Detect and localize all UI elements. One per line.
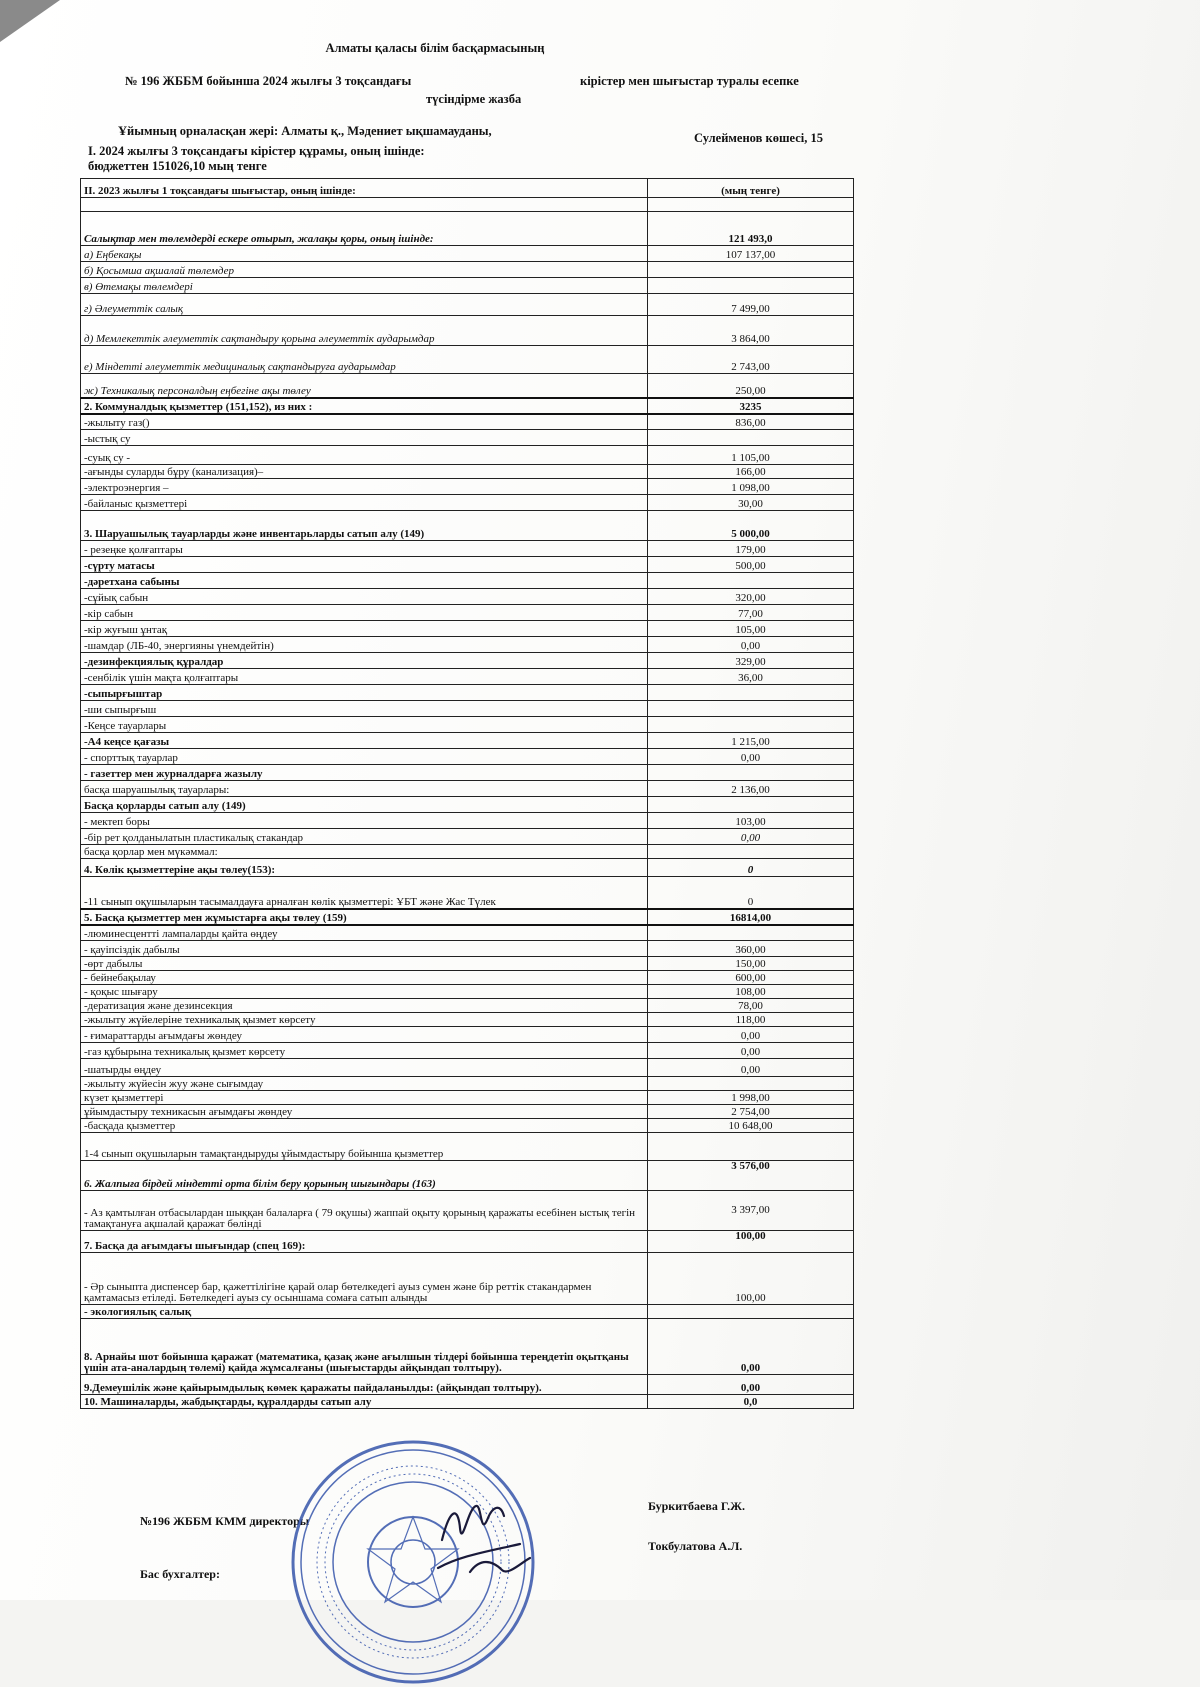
table-row — [81, 212, 854, 246]
handwritten-signature-icon — [430, 1478, 540, 1588]
table-row — [81, 1059, 854, 1077]
table-row — [81, 446, 854, 465]
row-label: -суық су - — [81, 446, 648, 465]
accountant-label: Бас бухгалтер: — [140, 1567, 220, 1581]
table-row — [81, 797, 854, 813]
organization-street: Сулейменов көшесі, 15 — [694, 131, 823, 145]
row-label: - экологиялық салық — [81, 1305, 648, 1319]
row-label: -дератизация және дезинсекция — [81, 999, 648, 1013]
row-value: 3 864,00 — [648, 316, 854, 346]
row-value: 5 000,00 — [648, 511, 854, 541]
table-row — [81, 941, 854, 957]
table-row — [81, 669, 854, 685]
row-label: -газ құбырына техникалық қызмет көрсету — [81, 1043, 648, 1059]
table-row — [81, 749, 854, 765]
table-row — [81, 479, 854, 495]
row-value: 329,00 — [648, 653, 854, 669]
folded-corner — [0, 0, 60, 42]
row-label: -дезинфекциялық құралдар — [81, 653, 648, 669]
table-row — [81, 1043, 854, 1059]
row-value: 1 105,00 — [648, 446, 854, 465]
row-label: -электроэнергия – — [81, 479, 648, 495]
row-label: ұйымдастыру техникасын ағымдағы жөндеу — [81, 1105, 648, 1119]
row-value: 100,00 — [648, 1231, 854, 1253]
row-value: 0,00 — [648, 829, 854, 845]
row-label: 4. Көлік қызметтеріне ақы төлеу(153): — [81, 859, 648, 877]
row-label: - Аз қамтылған отбасылардан шыққан балаларға ( 79 оқушы) жаппай оқыту қорының қаражаты есебінен ыстық тегін тамақтануға ақшалай қаражат бөлінді — [81, 1191, 648, 1231]
row-label: -жылыту жүйелеріне техникалық қызмет көрсету — [81, 1013, 648, 1027]
row-value: 836,00 — [648, 414, 854, 430]
table-header-unit: (мың тенге) — [648, 179, 854, 198]
table-header-label: II. 2023 жылғы 1 тоқсандағы шығыстар, оның ішінде: — [81, 179, 648, 198]
row-label: - ғимараттарды ағымдағы жөндеу — [81, 1027, 648, 1043]
row-value: 2 754,00 — [648, 1105, 854, 1119]
row-value — [648, 262, 854, 278]
row-label: - Әр сыныпта диспенсер бар, қажеттілігіне қарай олар бөтелкедегі ауыз сумен және бір реттік стакандармен қамтамасыз етіледі. Бөтелкедегі ауыз су осыншама сомаға сатып алынды — [81, 1253, 648, 1305]
row-value: 103,00 — [648, 813, 854, 829]
row-value: 30,00 — [648, 495, 854, 511]
table-row — [81, 1013, 854, 1027]
table-row — [81, 781, 854, 797]
table-cell-empty — [81, 198, 648, 212]
director-name: Буркитбаева Г.Ж. — [648, 1499, 745, 1513]
row-value — [648, 717, 854, 733]
row-label: 10. Машиналарды, жабдықтарды, құралдарды сатып алу — [81, 1395, 648, 1409]
row-label: 1-4 сынып оқушыларын тамақтандыруды ұйымдастыру бойынша қызметтер — [81, 1133, 648, 1161]
table-row — [81, 1253, 854, 1305]
accountant-name: Токбулатова А.Л. — [648, 1539, 743, 1553]
table-row — [81, 262, 854, 278]
table-row — [81, 813, 854, 829]
row-label: 8. Арнайы шот бойынша қаражат (математика, қазақ және ағылшын тілдері бойынша тереңдетіп оқытқаны үшін ата-аналардың төлемі) қайда жұмсалғаны (шығыстарды айқындап толтыру). — [81, 1319, 648, 1375]
row-label: -дәретхана сабыны — [81, 573, 648, 589]
row-label: -байланыс қызметтері — [81, 495, 648, 511]
table-row — [81, 1119, 854, 1133]
row-value — [648, 701, 854, 717]
row-value: 10 648,00 — [648, 1119, 854, 1133]
table-row — [81, 589, 854, 605]
table-row — [81, 1161, 854, 1191]
table-row — [81, 346, 854, 374]
expenses-table — [80, 178, 854, 1409]
table-row — [81, 511, 854, 541]
table-row — [81, 1077, 854, 1091]
row-value: 0 — [648, 877, 854, 909]
table-row — [81, 685, 854, 701]
row-label: -шамдар (ЛБ-40, энергияны үнемдейтін) — [81, 637, 648, 653]
row-label: - спорттық тауарлар — [81, 749, 648, 765]
row-label: басқа қорлар мен мүкәммал: — [81, 845, 648, 859]
table-row — [81, 717, 854, 733]
income-composition-line: I. 2024 жылғы 3 тоқсандағы кірістер құрамы, оның ішінде: — [88, 144, 425, 158]
header-line-2: № 196 ЖББМ бойынша 2024 жылғы 3 тоқсандағы — [125, 74, 412, 88]
row-value: 2 136,00 — [648, 781, 854, 797]
row-value: 0,0 — [648, 1395, 854, 1409]
row-label: -ағынды суларды бұру (канализация)– — [81, 465, 648, 479]
table-row — [81, 909, 854, 925]
row-label: ж) Техникалық персоналдың еңбегіне ақы төлеу — [81, 374, 648, 398]
table-row — [81, 765, 854, 781]
row-value: 500,00 — [648, 557, 854, 573]
row-label: 3. Шаруашылық тауарларды және инвентарьларды сатып алу (149) — [81, 511, 648, 541]
row-label: г) Әлеуметтік салық — [81, 294, 648, 316]
table-row — [81, 701, 854, 717]
row-value: 0 — [648, 859, 854, 877]
row-value: 150,00 — [648, 957, 854, 971]
header-line-4: түсіндірме жазба — [426, 92, 522, 106]
header-line-3: кірістер мен шығыстар туралы есепке — [580, 74, 799, 88]
row-label: -ши сыпырғыш — [81, 701, 648, 717]
table-row — [81, 1133, 854, 1161]
row-label: 9.Демеушілік және қайырымдылық көмек қаражаты пайдаланылды: (айқындап толтыру). — [81, 1375, 648, 1395]
row-label: -басқада қызметтер — [81, 1119, 648, 1133]
row-value: 108,00 — [648, 985, 854, 999]
table-row — [81, 605, 854, 621]
row-value: 7 499,00 — [648, 294, 854, 316]
table-cell-empty — [648, 198, 854, 212]
organization-location: Ұйымның орналасқан жері: Алматы қ., Мәдениет ықшамауданы, — [118, 124, 492, 138]
row-value — [648, 1133, 854, 1161]
row-value: 0,00 — [648, 1059, 854, 1077]
row-label: 2. Коммуналдық қызметтер (151,152), из них : — [81, 398, 648, 414]
table-row — [81, 1091, 854, 1105]
row-label: - резеңке қолғаптары — [81, 541, 648, 557]
table-row — [81, 1305, 854, 1319]
table-row — [81, 414, 854, 430]
row-value — [648, 925, 854, 941]
table-row — [81, 495, 854, 511]
row-label: д) Мемлекеттік әлеуметтік сақтандыру қорына әлеуметтік аударымдар — [81, 316, 648, 346]
row-value — [648, 278, 854, 294]
row-label: Басқа қорларды сатып алу (149) — [81, 797, 648, 813]
row-label: 5. Басқа қызметтер мен жұмыстарға ақы төлеу (159) — [81, 909, 648, 925]
row-label: -өрт дабылы — [81, 957, 648, 971]
row-label: -сенбілік үшін мақта қолғаптары — [81, 669, 648, 685]
row-label: -жылыту газ() — [81, 414, 648, 430]
row-label: е) Міндетті әлеуметтік медициналық сақтандыруға аударымдар — [81, 346, 648, 374]
row-label: - қауіпсіздік дабылы — [81, 941, 648, 957]
row-value: 107 137,00 — [648, 246, 854, 262]
row-label: б) Қосымша ақшалай төлемдер — [81, 262, 648, 278]
table-row — [81, 859, 854, 877]
table-row — [81, 1105, 854, 1119]
row-value: 105,00 — [648, 621, 854, 637]
table-row — [81, 637, 854, 653]
row-value — [648, 765, 854, 781]
row-value: 3 576,00 — [648, 1161, 854, 1191]
row-value: 78,00 — [648, 999, 854, 1013]
row-label: -бір рет қолданылатын пластикалық стакандар — [81, 829, 648, 845]
row-value — [648, 1077, 854, 1091]
row-label: -шатырды өңдеу — [81, 1059, 648, 1077]
row-label: Салықтар мен төлемдерді ескере отырып, жалақы қоры, оның ішінде: — [81, 212, 648, 246]
row-label: -сыпырғыштар — [81, 685, 648, 701]
row-value: 2 743,00 — [648, 346, 854, 374]
row-label: - қоқыс шығару — [81, 985, 648, 999]
row-label: в) Өтемақы төлемдері — [81, 278, 648, 294]
table-row — [81, 653, 854, 669]
row-value: 1 998,00 — [648, 1091, 854, 1105]
table-row — [81, 573, 854, 589]
table-row — [81, 1191, 854, 1231]
table-row — [81, 829, 854, 845]
budget-income-line: бюджеттен 151026,10 мың тенге — [88, 159, 267, 173]
row-label: -А4 кеңсе қағазы — [81, 733, 648, 749]
row-label: -сүрту матасы — [81, 557, 648, 573]
row-value: 0,00 — [648, 1319, 854, 1375]
row-value: 36,00 — [648, 669, 854, 685]
row-value — [648, 797, 854, 813]
table-row — [81, 278, 854, 294]
table-row — [81, 541, 854, 557]
row-label: -Кеңсе тауарлары — [81, 717, 648, 733]
table-row — [81, 621, 854, 637]
table-row — [81, 430, 854, 446]
row-value: 1 098,00 — [648, 479, 854, 495]
table-row — [81, 845, 854, 859]
row-value: 1 215,00 — [648, 733, 854, 749]
table-row — [81, 971, 854, 985]
row-value: 0,00 — [648, 637, 854, 653]
table-row — [81, 374, 854, 398]
table-row — [81, 925, 854, 941]
row-label: - газеттер мен журналдарға жазылу — [81, 765, 648, 781]
row-value: 3 397,00 — [648, 1191, 854, 1231]
row-value — [648, 845, 854, 859]
table-row — [81, 465, 854, 479]
table-row — [81, 985, 854, 999]
row-label: - мектеп боры — [81, 813, 648, 829]
row-value: 100,00 — [648, 1253, 854, 1305]
row-value — [648, 573, 854, 589]
row-label: -кір сабын — [81, 605, 648, 621]
table-row — [81, 398, 854, 414]
director-label: №196 ЖББМ КММ директоры — [140, 1514, 310, 1528]
table-spacer-row — [81, 198, 854, 212]
table-row — [81, 1231, 854, 1253]
row-value — [648, 430, 854, 446]
row-value: 77,00 — [648, 605, 854, 621]
row-value: 320,00 — [648, 589, 854, 605]
row-label: -люминесцентті лампаларды қайта өңдеу — [81, 925, 648, 941]
row-label: -кір жуғыш ұнтақ — [81, 621, 648, 637]
row-label: -11 сынып оқушыларын тасымалдауға арналған көлік қызметтері: ҰБТ және Жас Түлек — [81, 877, 648, 909]
row-value: 0,00 — [648, 1375, 854, 1395]
row-value: 0,00 — [648, 749, 854, 765]
row-value: 121 493,0 — [648, 212, 854, 246]
table-row — [81, 1319, 854, 1375]
table-row — [81, 557, 854, 573]
row-value: 16814,00 — [648, 909, 854, 925]
row-label: а) Еңбекақы — [81, 246, 648, 262]
row-label: -жылыту жүйесін жуу және сығымдау — [81, 1077, 648, 1091]
table-header-row — [81, 179, 854, 198]
table-row — [81, 246, 854, 262]
table-row — [81, 957, 854, 971]
row-value: 600,00 — [648, 971, 854, 985]
row-label: басқа шаруашылық тауарлары: — [81, 781, 648, 797]
row-value: 166,00 — [648, 465, 854, 479]
table-row — [81, 1027, 854, 1043]
row-value — [648, 685, 854, 701]
table-row — [81, 1375, 854, 1395]
table-row — [81, 1395, 854, 1409]
header-line-1: Алматы қаласы білім басқармасының — [325, 41, 545, 55]
table-row — [81, 733, 854, 749]
row-value: 0,00 — [648, 1043, 854, 1059]
row-value: 250,00 — [648, 374, 854, 398]
row-label: -сұйық сабын — [81, 589, 648, 605]
row-label: 7. Басқа да ағымдағы шығындар (спец 169): — [81, 1231, 648, 1253]
table-row — [81, 316, 854, 346]
row-label: -ыстық су — [81, 430, 648, 446]
table-row — [81, 999, 854, 1013]
table-row — [81, 294, 854, 316]
row-value — [648, 1305, 854, 1319]
row-value: 0,00 — [648, 1027, 854, 1043]
row-value: 179,00 — [648, 541, 854, 557]
row-value: 118,00 — [648, 1013, 854, 1027]
row-label: күзет қызметтері — [81, 1091, 648, 1105]
row-label: 6. Жалпыға бірдей міндетті орта білім беру қорының шығындары (163) — [81, 1161, 648, 1191]
row-value: 360,00 — [648, 941, 854, 957]
row-value: 3235 — [648, 398, 854, 414]
table-row — [81, 877, 854, 909]
row-label: - бейнебақылау — [81, 971, 648, 985]
